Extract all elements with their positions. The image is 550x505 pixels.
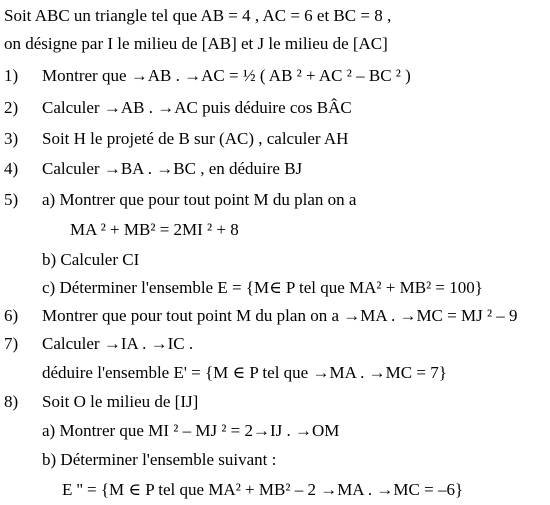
item-text: déduire l'ensemble E' = {M ∈ P tel que →MA . →MC = 7}: [42, 363, 447, 382]
intro-text: on désigne par I le milieu de [AB] et J le milieu de [AC]: [4, 34, 388, 53]
item-text: Calculer →BA . →BC , en déduire BJ: [42, 159, 303, 178]
item-text: MA ² + MB² = 2MI ² + 8: [70, 220, 239, 239]
item-number: 4): [4, 159, 19, 178]
item-number: 2): [4, 98, 19, 117]
item-number: 7): [4, 334, 19, 353]
item-number: 3): [4, 129, 19, 148]
item-text: a) Montrer que pour tout point M du plan on a: [42, 190, 357, 209]
item-text: Calculer →IA . →IC .: [42, 334, 194, 353]
intro-text: Soit ABC un triangle tel que AB = 4 , AC = 6 et BC = 8 ,: [4, 6, 392, 25]
item-text: Soit H le projeté de B sur (AC) , calculer AH: [42, 129, 349, 148]
item-text: c) Déterminer l'ensemble E = {M∈ P tel que MA² + MB² = 100}: [42, 278, 483, 297]
item-text: b) Déterminer l'ensemble suivant :: [42, 450, 277, 469]
item-text: b) Calculer CI: [42, 250, 140, 269]
item-text: Calculer →AB . →AC puis déduire cos BÂC: [42, 98, 352, 117]
item-number: 6): [4, 306, 19, 325]
item-text: a) Montrer que MI ² – MJ ² = 2→IJ . →OM: [42, 421, 340, 440]
item-text: Soit O le milieu de [IJ]: [42, 392, 199, 411]
item-text: Montrer que pour tout point M du plan on a →MA . →MC = MJ ² – 9: [42, 306, 518, 325]
item-text: E '' = {M ∈ P tel que MA² + MB² – 2 →MA . →MC = –6}: [62, 480, 464, 499]
item-number: 5): [4, 190, 19, 209]
item-number: 8): [4, 392, 19, 411]
item-text: Montrer que →AB . →AC = ½ ( AB ² + AC ² – BC ² ): [42, 66, 411, 85]
item-number: 1): [4, 66, 19, 85]
